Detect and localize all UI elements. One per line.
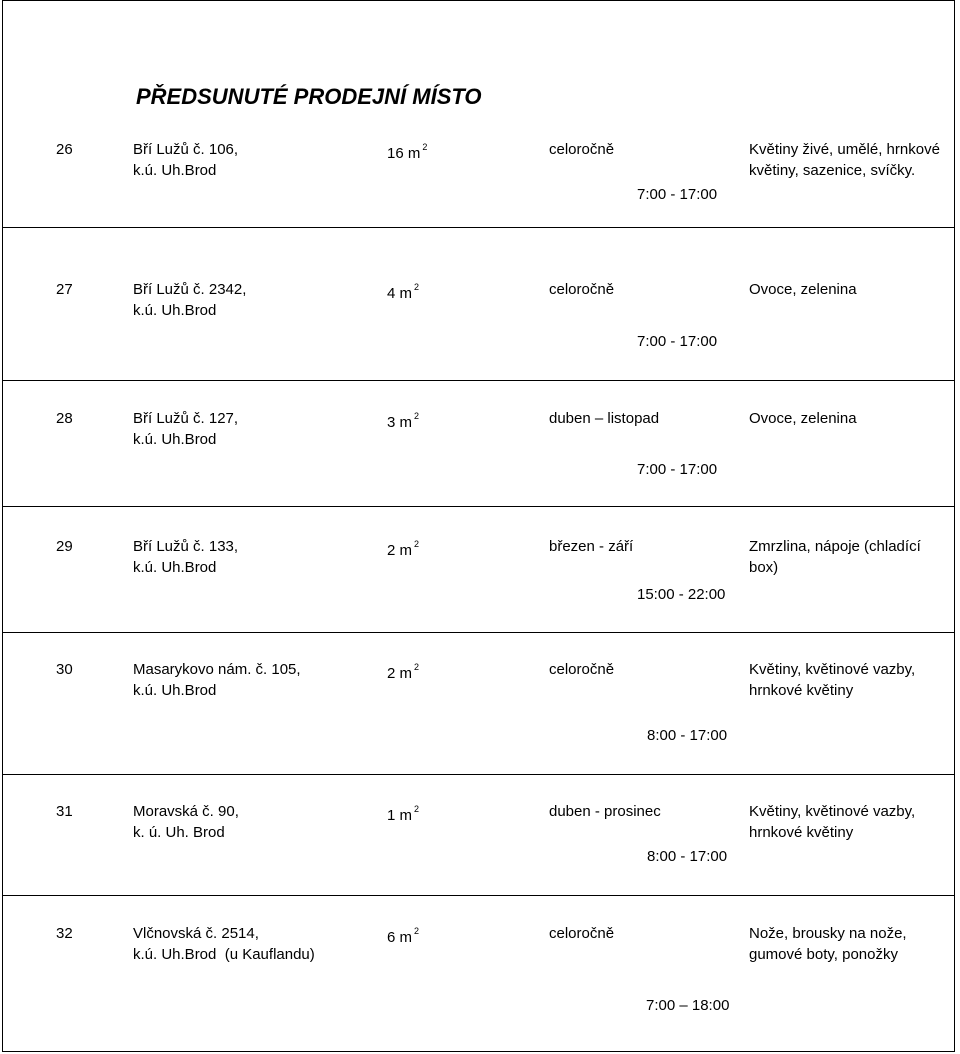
opening-hours: 7:00 – 18:00 bbox=[646, 997, 730, 1014]
address-line-1: Bří Lužů č. 133, bbox=[133, 538, 239, 555]
area: 16 m $^2$ bbox=[387, 142, 428, 162]
goods-line-2: box) bbox=[749, 559, 779, 576]
area: 2 m $^2$ bbox=[387, 539, 420, 559]
goods-line-1: Květiny živé, umělé, hrnkové bbox=[749, 141, 940, 158]
address-line-1: Vlčnovská č. 2514, bbox=[133, 925, 259, 942]
address-line-2: k. ú. Uh. Brod bbox=[133, 824, 225, 841]
row-number: 27 bbox=[56, 281, 73, 298]
area: 1 m $^2$ bbox=[387, 804, 420, 824]
row-number: 32 bbox=[56, 925, 73, 942]
area: 6 m $^2$ bbox=[387, 926, 420, 946]
season: celoročně bbox=[549, 925, 615, 942]
address-line-2: k.ú. Uh.Brod bbox=[133, 162, 217, 179]
address-line-2: k.ú. Uh.Brod (u Kauflandu) bbox=[133, 946, 315, 963]
opening-hours: 8:00 - 17:00 bbox=[647, 727, 728, 744]
goods-line-1: Zmrzlina, nápoje (chladící bbox=[749, 538, 921, 555]
row-number: 29 bbox=[56, 538, 73, 555]
page-title: PŘEDSUNUTÉ PRODEJNÍ MÍSTO bbox=[136, 84, 482, 109]
area: 4 m $^2$ bbox=[387, 282, 420, 302]
goods-line-1: Nože, brousky na nože, bbox=[749, 925, 907, 942]
address-line-1: Bří Lužů č. 2342, bbox=[133, 281, 247, 298]
season: duben - prosinec bbox=[549, 803, 661, 820]
divider bbox=[2, 632, 955, 633]
goods-line-2: hrnkové květiny bbox=[749, 682, 854, 699]
season: duben – listopad bbox=[549, 410, 660, 427]
address-line-2: k.ú. Uh.Brod bbox=[133, 559, 217, 576]
divider bbox=[2, 0, 955, 1]
area: 2 m $^2$ bbox=[387, 662, 420, 682]
address-line-1: Bří Lužů č. 106, bbox=[133, 141, 239, 158]
divider bbox=[2, 506, 955, 507]
goods-line-2: hrnkové květiny bbox=[749, 824, 854, 841]
row-number: 31 bbox=[56, 803, 73, 820]
divider bbox=[2, 227, 955, 228]
address-line-1: Bří Lužů č. 127, bbox=[133, 410, 239, 427]
opening-hours: 15:00 - 22:00 bbox=[637, 586, 726, 603]
divider bbox=[2, 774, 955, 775]
area: 3 m $^2$ bbox=[387, 411, 420, 431]
opening-hours: 7:00 - 17:00 bbox=[637, 186, 718, 203]
season: celoročně bbox=[549, 661, 615, 678]
goods-line-1: Květiny, květinové vazby, bbox=[749, 661, 916, 678]
address-line-1: Moravská č. 90, bbox=[133, 803, 239, 820]
divider bbox=[2, 895, 955, 896]
season: celoročně bbox=[549, 281, 615, 298]
opening-hours: 7:00 - 17:00 bbox=[637, 333, 718, 350]
row-number: 30 bbox=[56, 661, 73, 678]
opening-hours: 8:00 - 17:00 bbox=[647, 848, 728, 865]
goods-line-1: Květiny, květinové vazby, bbox=[749, 803, 916, 820]
goods-line-1: Ovoce, zelenina bbox=[749, 281, 857, 298]
opening-hours: 7:00 - 17:00 bbox=[637, 461, 718, 478]
address-line-2: k.ú. Uh.Brod bbox=[133, 682, 217, 699]
address-line-2: k.ú. Uh.Brod bbox=[133, 302, 217, 319]
divider bbox=[2, 380, 955, 381]
address-line-2: k.ú. Uh.Brod bbox=[133, 431, 217, 448]
row-number: 28 bbox=[56, 410, 73, 427]
row-number: 26 bbox=[56, 141, 73, 158]
season: celoročně bbox=[549, 141, 615, 158]
address-line-1: Masarykovo nám. č. 105, bbox=[133, 661, 301, 678]
goods-line-2: květiny, sazenice, svíčky. bbox=[749, 162, 916, 179]
goods-line-2: gumové boty, ponožky bbox=[749, 946, 898, 963]
season: březen - září bbox=[549, 538, 634, 555]
goods-line-1: Ovoce, zelenina bbox=[749, 410, 857, 427]
